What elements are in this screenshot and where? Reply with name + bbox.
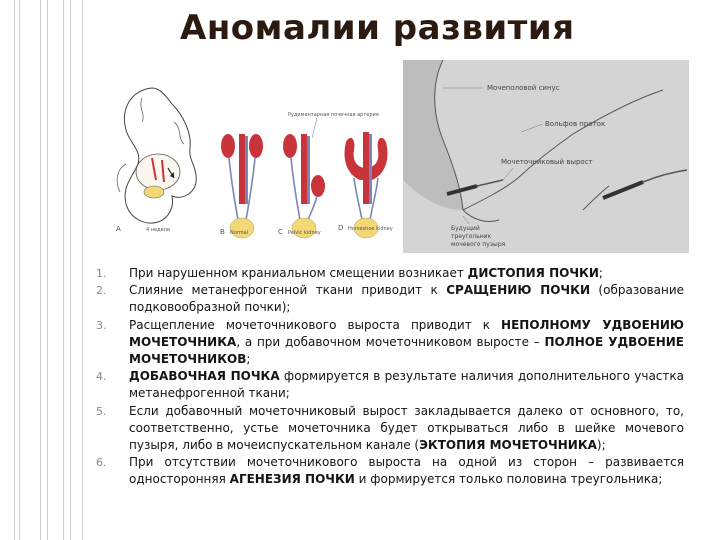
term-highlight: ДОБАВОЧНАЯ ПОЧКА — [129, 369, 280, 384]
list-number: 3. — [96, 318, 107, 332]
term-highlight: ДИСТОПИЯ ПОЧКИ — [467, 266, 599, 280]
label-d: D — [338, 224, 344, 232]
list-item: 2. Слияние метанефрогенной ткани приводит к СРАЩЕНИЮ ПОЧКИ (образование подковообразной почки); — [96, 283, 684, 315]
label-future-3: мочевого пузыря — [451, 241, 506, 248]
label-future-1: Будущий — [451, 225, 480, 232]
kidney-horseshoe-drawing — [345, 132, 388, 238]
kidney-normal-drawing — [221, 134, 263, 238]
list-number: 6. — [96, 456, 107, 470]
list-number: 1. — [96, 267, 107, 280]
list-number: 2. — [96, 284, 107, 298]
label-wolff: Вольфов проток — [545, 120, 606, 128]
embryo-drawing — [117, 88, 196, 223]
caption-c: Pelvic kidney — [288, 230, 321, 236]
list-item: 3. Расщепление мочеточникового выроста приводит к НЕПОЛНОМУ УДВОЕНИЮ МОЧЕТОЧНИКА, а при добавочном мочеточниковом выросте – ПОЛНОЕ УДВОЕНИЕ МОЧЕТОЧНИКОВ; — [96, 317, 684, 367]
caption-b: Normal — [230, 230, 249, 236]
list-number: 5. — [96, 404, 107, 418]
label-future-2: треугольник — [451, 233, 492, 240]
term-highlight: СРАЩЕНИЮ ПОЧКИ — [446, 283, 590, 298]
list-number: 4. — [96, 370, 107, 384]
top-caption: Рудиментарная почечная артерия — [288, 112, 379, 118]
term-highlight: ПОЛНОЕ УДВОЕНИЕ МОЧЕТОЧНИКОВ — [129, 334, 684, 367]
caption-a: 4 недели — [146, 227, 171, 233]
anomalies-list — [96, 265, 684, 489]
label-b: В — [220, 228, 225, 236]
term-highlight: АГЕНЕЗИЯ ПОЧКИ — [229, 472, 355, 487]
caption-d: Horseshoe kidney — [348, 226, 393, 232]
label-ureter-bud: Мочеточниковый вырост — [501, 158, 593, 166]
term-highlight: ЭКТОПИЯ МОЧЕТОЧНИКА — [419, 438, 597, 453]
kidney-anomalies-illustration — [112, 68, 402, 246]
list-item: 6. При отсутствии мочеточникового выроста на одной из сторон – развивается односторонняя АГЕНЕЗИЯ ПОЧКИ и формируется только половина треугольника; — [96, 455, 684, 487]
decorative-left-band — [0, 0, 92, 540]
slide-title: Аномалии развития — [180, 8, 575, 48]
kidney-pelvic-drawing — [283, 134, 325, 238]
ureteric-bud-diagram — [403, 60, 689, 253]
label-a: А — [116, 225, 121, 233]
label-c: С — [278, 228, 283, 236]
list-item: 1. При нарушенном краниальном смещении возникает ДИСТОПИЯ ПОЧКИ; — [96, 265, 684, 282]
list-item: 5. Если добавочный мочеточниковый вырост закладывается далеко от основного, то, соответственно, устье мочеточника будет открываться либо в шейке мочевого пузыря, либо в мочеиспускательном канале (ЭКТОПИЯ МОЧЕТОЧНИКА); — [96, 403, 684, 453]
list-item: 4. ДОБАВОЧНАЯ ПОЧКА формируется в результате наличия дополнительного участка метанефрогенной ткани; — [96, 369, 684, 401]
term-highlight: НЕПОЛНОМУ УДВОЕНИЮ МОЧЕТОЧНИКА — [129, 317, 684, 349]
label-sinus: Мочеполовой синус — [487, 84, 560, 92]
